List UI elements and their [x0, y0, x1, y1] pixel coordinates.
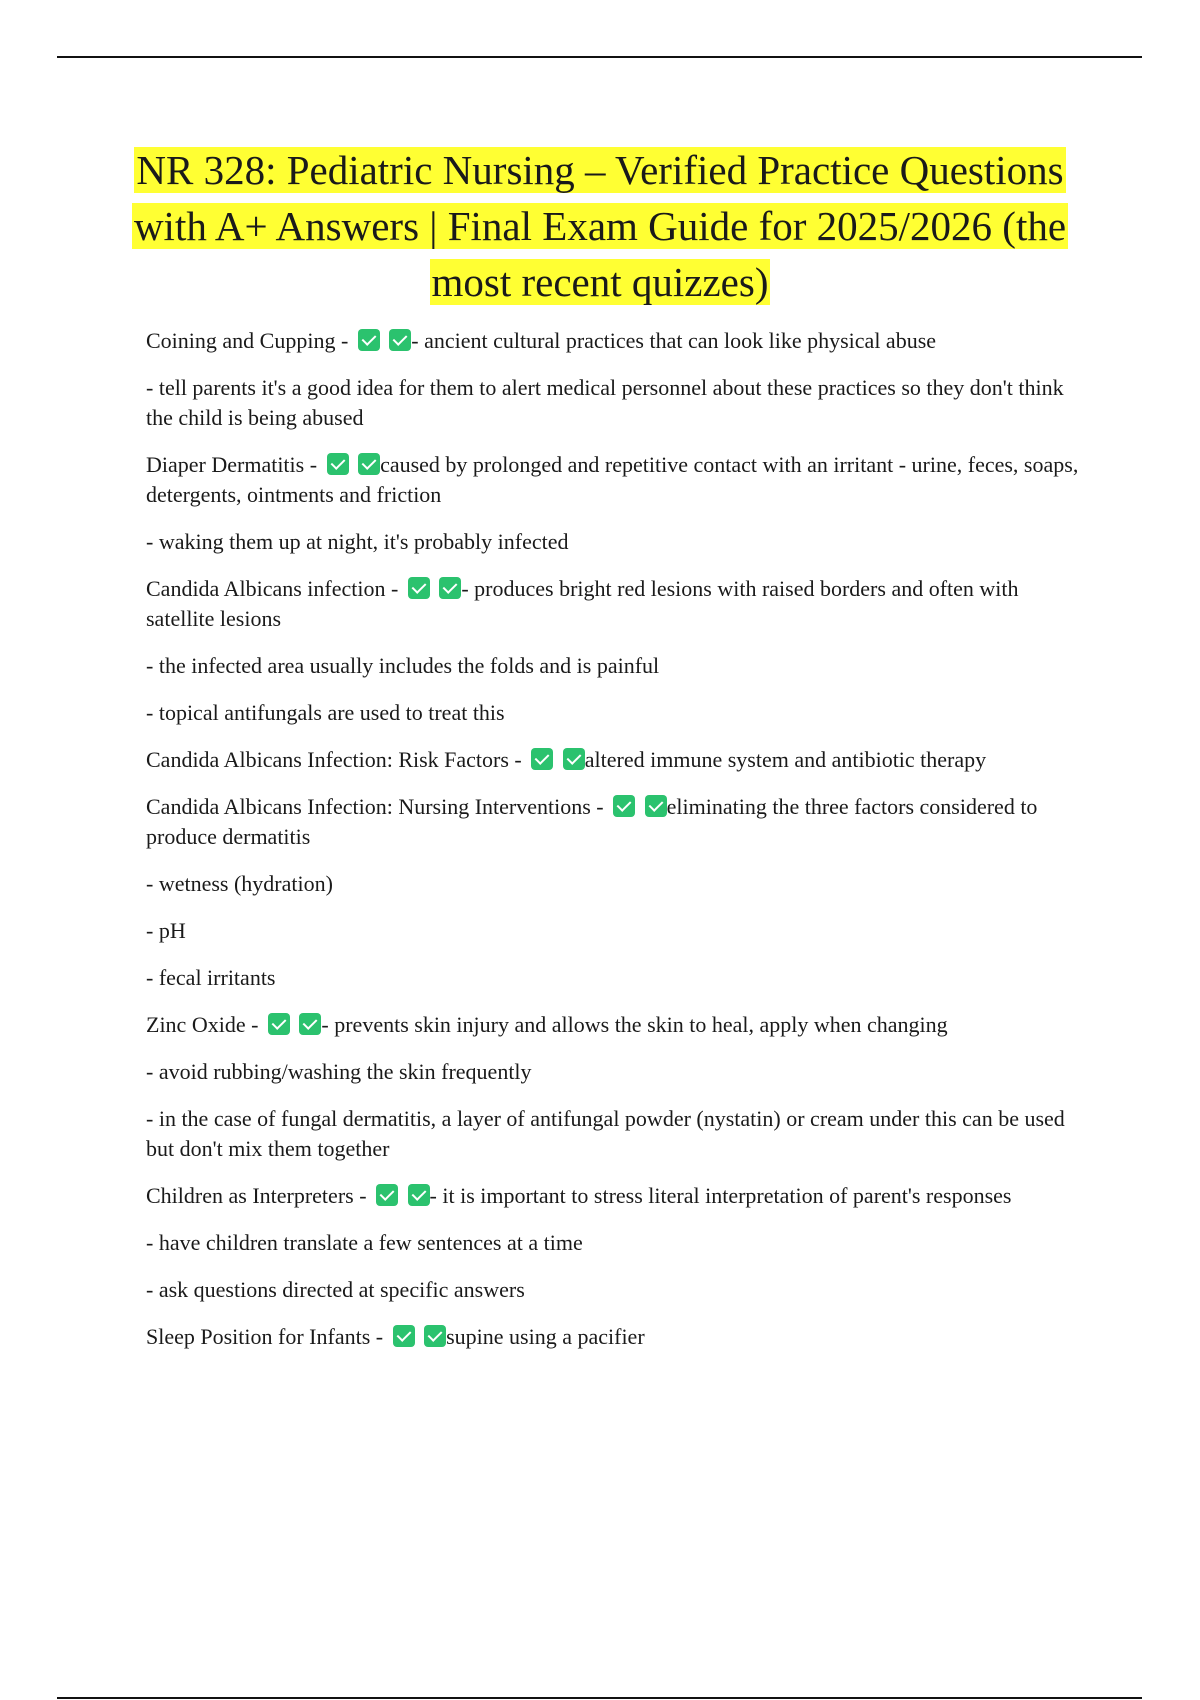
check-box-icon: [358, 329, 380, 351]
entry-definition: supine using a pacifier: [446, 1324, 645, 1349]
check-box-icon: [424, 1325, 446, 1347]
entry-definition: - produces bright red lesions with raised borders and often with satellite lesions: [146, 576, 1019, 631]
entry: [146, 1181, 1081, 1211]
entry-note: - in the case of fungal dermatitis, a layer of antifungal powder (nystatin) or cream under this can be used but don't mix them together: [146, 1106, 1065, 1161]
entry: [146, 1322, 1081, 1352]
entry: [146, 326, 1081, 356]
entry: [146, 450, 1081, 510]
check-box-icon: [358, 453, 380, 475]
entry-term: Coining and Cupping -: [146, 328, 354, 353]
check-box-icon: [376, 1184, 398, 1206]
check-box-icon: [327, 453, 349, 475]
entry-note: - the infected area usually includes the folds and is painful: [146, 653, 660, 678]
check-box-icon: [645, 795, 667, 817]
check-box-icon: [299, 1013, 321, 1035]
check-box-icon: [389, 329, 411, 351]
entry-term: Zinc Oxide -: [146, 1012, 264, 1037]
entry: [146, 745, 1081, 775]
entry-definition: caused by prolonged and repetitive contact with an irritant - urine, feces, soaps, detergents, ointments and friction: [146, 452, 1079, 507]
entry-note: - avoid rubbing/washing the skin frequently: [146, 1059, 532, 1084]
entry: [146, 574, 1081, 634]
entry-note: - tell parents it's a good idea for them to alert medical personnel about these practices so they don't think the child is being abused: [146, 375, 1064, 430]
entry-note: - ask questions directed at specific answers: [146, 1277, 525, 1302]
check-box-icon: [563, 748, 585, 770]
check-box-icon: [613, 795, 635, 817]
title-highlight: NR 328: Pediatric Nursing – Verified Practice Questions with A+ Answers | Final Exam Guide for 2025/2026 (the most recent quizzes): [133, 147, 1067, 305]
entry-definition: altered immune system and antibiotic therapy: [584, 747, 987, 772]
entry-note: - waking them up at night, it's probably infected: [146, 529, 569, 554]
entry-definition: - ancient cultural practices that can look like physical abuse: [411, 328, 937, 353]
entry: [146, 1010, 1081, 1040]
entry: [146, 792, 1081, 852]
check-box-icon: [439, 577, 461, 599]
entry-note: - fecal irritants: [146, 965, 276, 990]
entry-term: Candida Albicans infection -: [146, 576, 404, 601]
document-body: [146, 326, 1081, 1369]
check-box-icon: [531, 748, 553, 770]
entry-term: Sleep Position for Infants -: [146, 1324, 389, 1349]
entry-note: - have children translate a few sentences at a time: [146, 1230, 583, 1255]
entry-term: Diaper Dermatitis -: [146, 452, 323, 477]
entry-definition: - prevents skin injury and allows the skin to heal, apply when changing: [321, 1012, 948, 1037]
check-box-icon: [268, 1013, 290, 1035]
entry-definition: - it is important to stress literal interpretation of parent's responses: [429, 1183, 1012, 1208]
page-title: [100, 142, 1100, 310]
entry-note: - pH: [146, 918, 186, 943]
check-box-icon: [393, 1325, 415, 1347]
bottom-rule: [57, 1697, 1142, 1699]
entry-term: Children as Interpreters -: [146, 1183, 373, 1208]
entry-term: Candida Albicans Infection: Nursing Interventions -: [146, 794, 610, 819]
check-box-icon: [408, 577, 430, 599]
entry-note: - wetness (hydration): [146, 871, 333, 896]
top-rule: [57, 56, 1142, 58]
check-box-icon: [408, 1184, 430, 1206]
entry-definition: eliminating the three factors considered to produce dermatitis: [146, 794, 1038, 849]
entry-note: - topical antifungals are used to treat this: [146, 700, 505, 725]
entry-term: Candida Albicans Infection: Risk Factors -: [146, 747, 528, 772]
